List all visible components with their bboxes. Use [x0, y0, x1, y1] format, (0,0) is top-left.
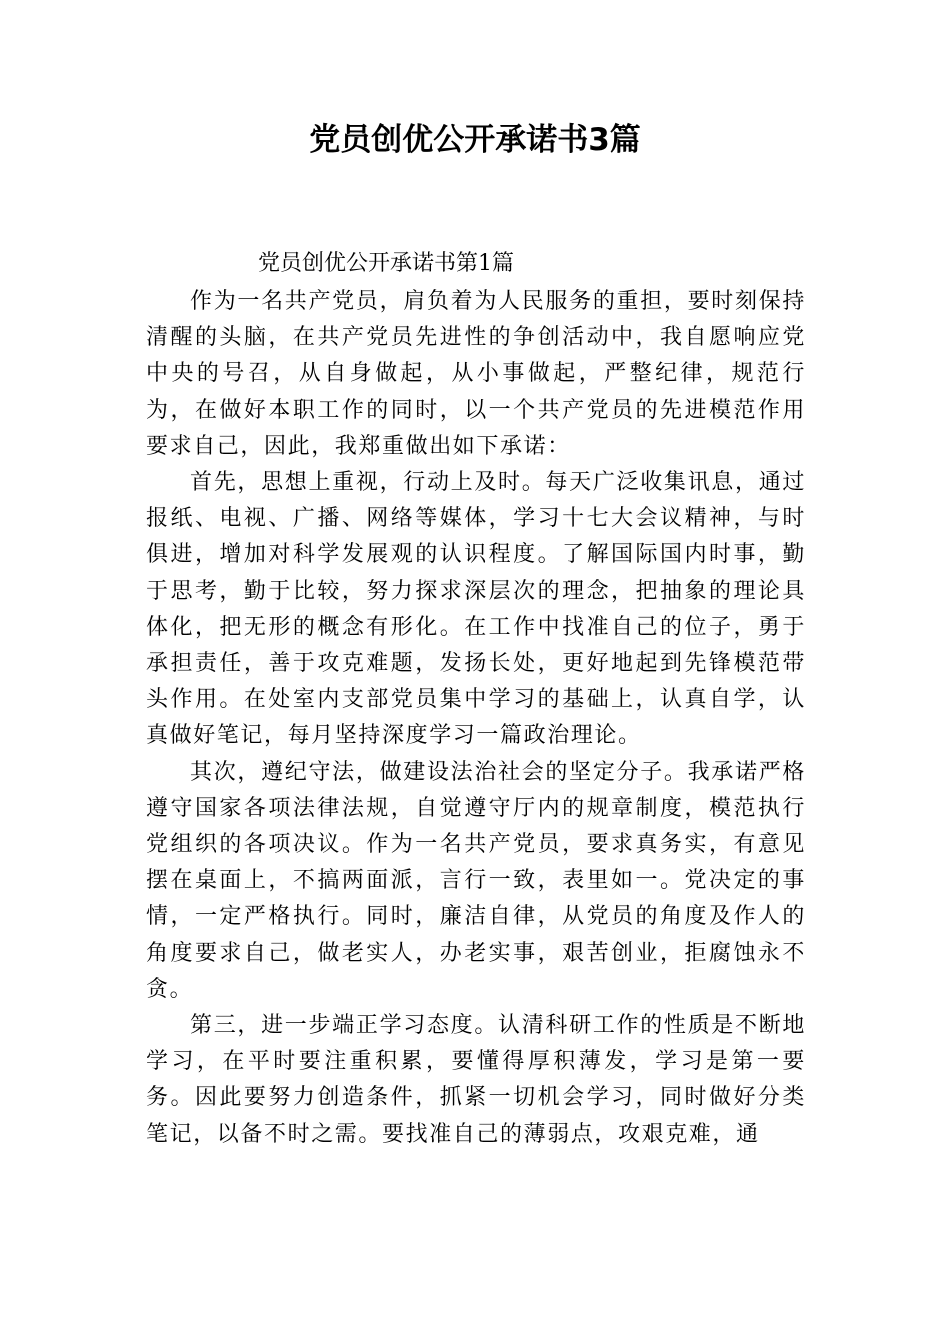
document-title: 党员创优公开承诺书3篇 — [309, 122, 641, 158]
section-heading: 党员创优公开承诺书第1篇 — [258, 251, 514, 276]
paragraph-second-point: 其次，遵纪守法，做建设法治社会的坚定分子。我承诺严格遵守国家各项法律法规，自觉遵守厅内的规章制度，模范执行党组织的各项决议。作为一名共产党员，要求真务实，有意见摆在桌面上，不搞两面派，言行一致，表里如一。党决定的事情，一定严格执行。同时，廉洁自律，从党员的角度及作人的角度要求自己，做老实人，办老实事，艰苦创业，拒腐蚀永不贪。 — [146, 759, 806, 1002]
paragraph-third-point: 第三，进一步端正学习态度。认清科研工作的性质是不断地学习，在平时要注重积累，要懂得厚积薄发，学习是第一要务。因此要努力创造条件，抓紧一切机会学习，同时做好分类笔记，以备不时之需。要找准自己的薄弱点，攻艰克难，通 — [146, 1013, 806, 1147]
paragraph-commitment-intro: 作为一名共产党员，肩负着为人民服务的重担，要时刻保持清醒的头脑，在共产党员先进性的争创活动中，我自愿响应党中央的号召，从自身做起，从小事做起，严整纪律，规范行为，在做好本职工作的同时，以一个共产党员的先进模范作用要求自己，因此，我郑重做出如下承诺： — [146, 289, 806, 459]
document-body — [146, 284, 806, 1153]
paragraph-first-point: 首先，思想上重视，行动上及时。每天广泛收集讯息，通过报纸、电视、广播、网络等媒体，学习十七大会议精神，与时俱进，增加对科学发展观的认识程度。了解国际国内时事，勤于思考，勤于比较，努力探求深层次的理念，把抽象的理论具体化，把无形的概念有形化。在工作中找准自己的位子，勇于承担责任，善于攻克难题，发扬长处，更好地起到先锋模范带头作用。在处室内支部党员集中学习的基础上，认真自学，认真做好笔记，每月坚持深度学习一篇政治理论。 — [146, 470, 806, 749]
